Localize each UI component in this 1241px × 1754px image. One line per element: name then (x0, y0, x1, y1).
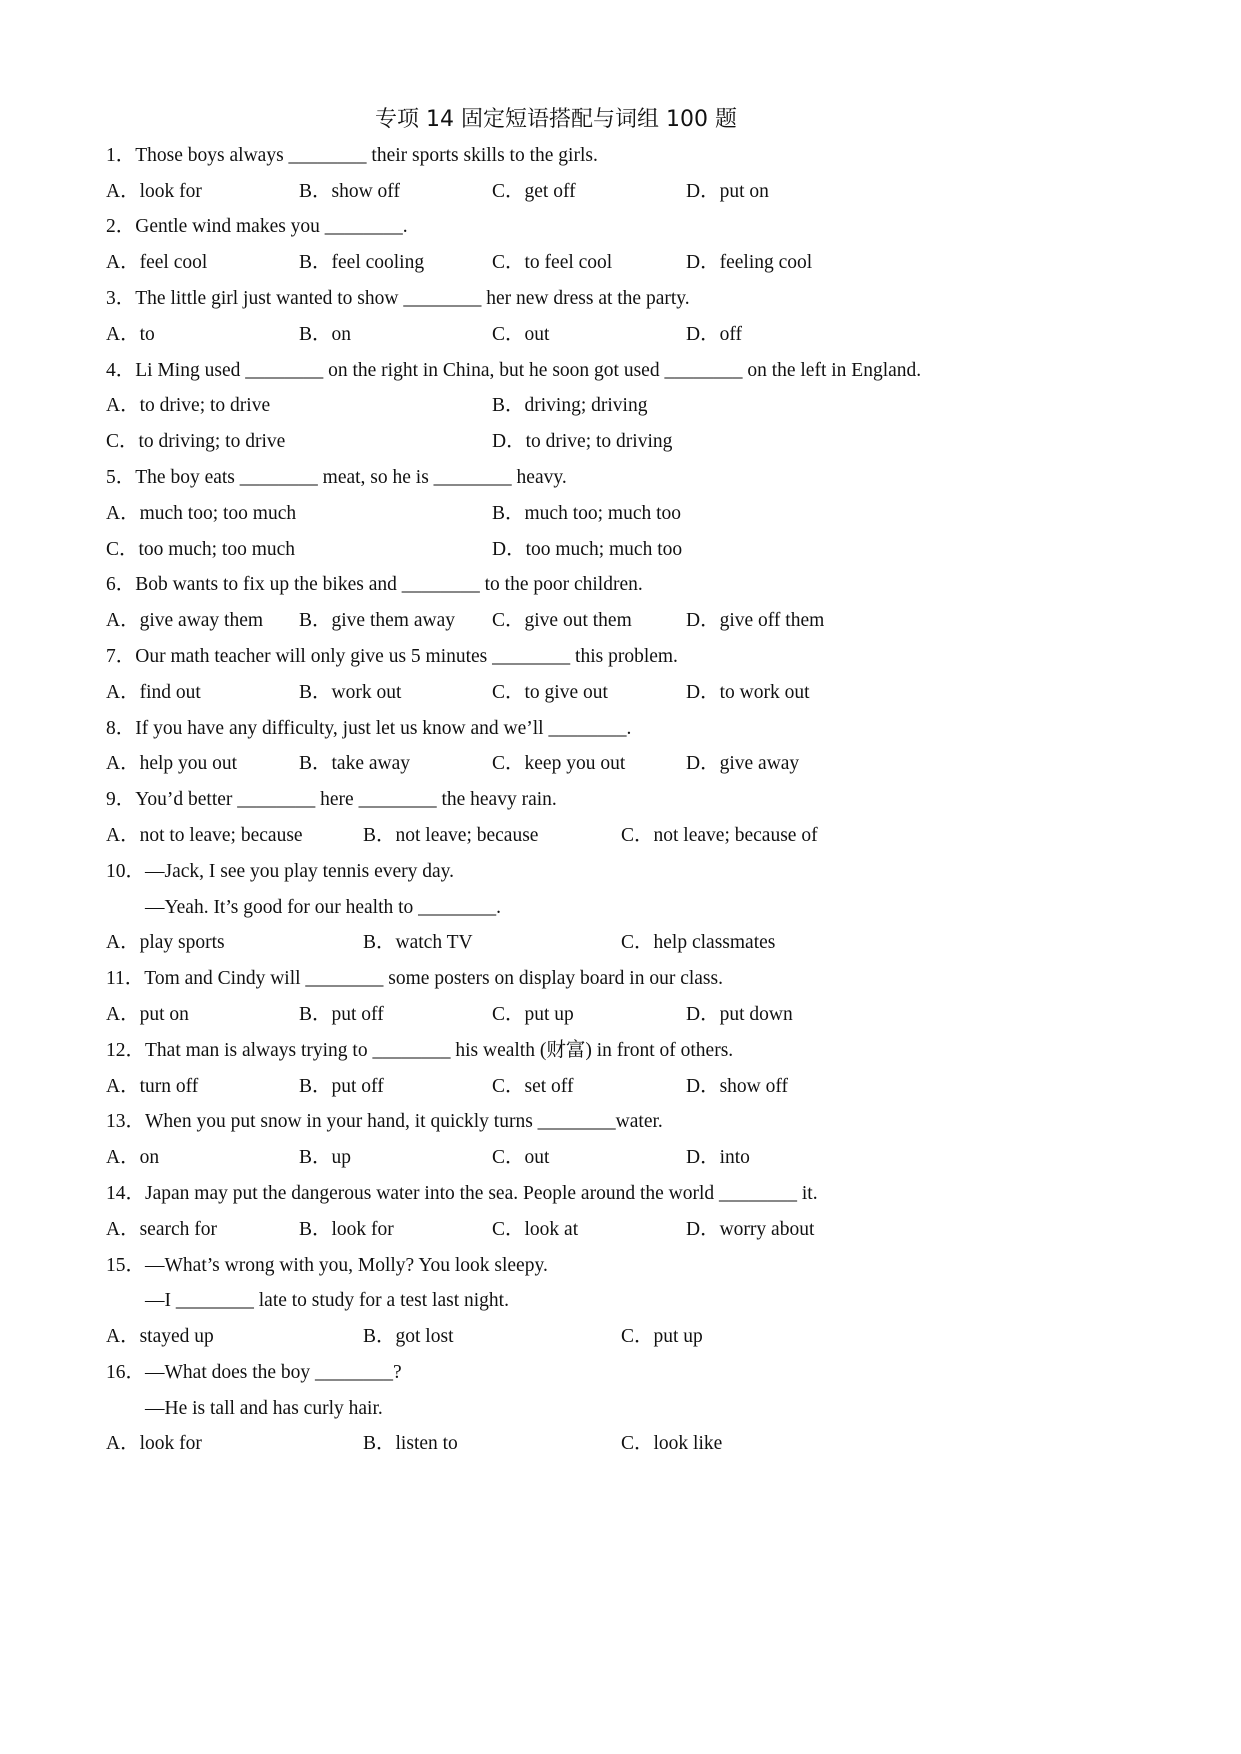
option-label: B． (299, 1147, 332, 1169)
question-text: Our math teacher will only give us 5 minutes ________ this problem. (135, 645, 678, 667)
option-row (106, 603, 1006, 639)
option-row (106, 925, 1006, 961)
option-text: give out them (524, 610, 632, 632)
question-9 (106, 782, 1006, 854)
option-label: A． (106, 1075, 140, 1097)
option-d (686, 1212, 814, 1248)
option-text: search for (139, 1218, 218, 1240)
option-row (106, 1319, 1006, 1355)
question-stem (106, 460, 1006, 496)
option-b (299, 245, 424, 281)
question-number: 1． (106, 144, 136, 166)
option-text: look like (653, 1433, 723, 1455)
option-label: D． (686, 610, 720, 632)
question-4 (106, 353, 1006, 460)
option-text: not leave; because (395, 824, 539, 846)
option-text: up (331, 1147, 352, 1169)
question-text: You’d better ________ here ________ the heavy rain. (135, 789, 557, 811)
question-stem (106, 782, 1006, 818)
option-text: play sports (139, 932, 225, 954)
option-text: keep you out (524, 753, 626, 775)
option-b (299, 1069, 384, 1105)
option-row (106, 1426, 1006, 1462)
option-label: D． (686, 1147, 720, 1169)
option-label: C． (106, 538, 139, 560)
question-12 (106, 1033, 1006, 1105)
option-text: put on (719, 180, 769, 202)
option-text: put up (653, 1326, 703, 1348)
question-number: 2． (106, 216, 136, 238)
option-text: on (331, 323, 352, 345)
question-stem (106, 639, 1006, 675)
option-a (106, 317, 155, 353)
question-text: —What does the boy ________? (145, 1361, 402, 1383)
question-6 (106, 567, 1006, 639)
option-label: A． (106, 610, 140, 632)
option-label: C． (492, 610, 525, 632)
question-number: 5． (106, 466, 136, 488)
option-d (492, 532, 682, 568)
option-b (299, 603, 455, 639)
option-a (106, 245, 207, 281)
option-d (686, 317, 742, 353)
question-text: Japan may put the dangerous water into the sea. People around the world ________ it. (145, 1182, 818, 1204)
option-text: out (524, 1147, 550, 1169)
option-a (106, 1069, 198, 1105)
question-10 (106, 854, 1006, 961)
option-text: find out (139, 681, 201, 703)
option-text: too much; much too (525, 538, 683, 560)
option-b (363, 818, 538, 854)
question-7 (106, 639, 1006, 711)
question-text: That man is always trying to ________ his wealth (财富) in front of others. (145, 1039, 734, 1061)
option-label: B． (363, 1433, 396, 1455)
option-label: C． (492, 180, 525, 202)
question-stem (106, 281, 1006, 317)
option-label: A． (106, 180, 140, 202)
option-b (299, 997, 384, 1033)
option-b (299, 1212, 394, 1248)
option-text: look for (139, 180, 202, 202)
question-number: 8． (106, 717, 136, 739)
option-row (106, 746, 1006, 782)
option-label: A． (106, 395, 140, 417)
option-text: feel cool (139, 252, 208, 274)
question-stem (106, 1355, 1006, 1391)
option-label: B． (363, 932, 396, 954)
option-label: C． (621, 1326, 654, 1348)
option-a (106, 496, 296, 532)
option-text: take away (331, 753, 411, 775)
option-b (299, 675, 401, 711)
option-label: B． (299, 1003, 332, 1025)
question-stem (106, 1104, 1006, 1140)
option-b (363, 1319, 453, 1355)
option-text: look at (524, 1218, 579, 1240)
option-row (106, 317, 1006, 353)
option-label: B． (363, 824, 396, 846)
option-c (492, 675, 608, 711)
option-label: A． (106, 824, 140, 846)
question-stem (106, 353, 1006, 389)
question-text: Those boys always ________ their sports skills to the girls. (135, 144, 598, 166)
option-text: much too; much too (524, 502, 682, 524)
option-label: A． (106, 323, 140, 345)
option-label: C． (492, 753, 525, 775)
question-number: 3． (106, 287, 136, 309)
option-b (299, 746, 410, 782)
question-number: 4． (106, 359, 136, 381)
question-number: 16． (106, 1361, 146, 1383)
option-text: listen to (395, 1433, 458, 1455)
option-a (106, 675, 201, 711)
option-label: B． (363, 1326, 396, 1348)
option-label: C． (621, 1433, 654, 1455)
option-label: C． (492, 252, 525, 274)
question-stem (106, 567, 1006, 603)
option-text: stayed up (139, 1326, 214, 1348)
option-d (686, 1140, 750, 1176)
option-label: D． (492, 431, 526, 453)
option-c (106, 532, 295, 568)
option-text: out (524, 323, 550, 345)
question-stem (106, 209, 1006, 245)
question-text-continued: —He is tall and has curly hair. (145, 1397, 383, 1419)
option-label: B． (299, 1218, 332, 1240)
option-c (492, 317, 549, 353)
page-title: 专项 14 固定短语搭配与词组 100 题 (375, 107, 737, 132)
option-text: got lost (395, 1326, 454, 1348)
option-label: B． (299, 180, 332, 202)
option-label: D． (686, 1218, 720, 1240)
option-c (492, 1212, 578, 1248)
option-label: A． (106, 932, 140, 954)
option-text: feel cooling (331, 252, 425, 274)
question-8 (106, 711, 1006, 783)
option-label: B． (299, 252, 332, 274)
question-5 (106, 460, 1006, 567)
question-stem (106, 1248, 1006, 1284)
option-text: driving; driving (524, 395, 648, 417)
option-text: give away them (139, 610, 264, 632)
option-c (492, 1140, 549, 1176)
option-text: watch TV (395, 932, 473, 954)
option-text: help classmates (653, 932, 776, 954)
option-c (106, 424, 285, 460)
option-text: not to leave; because (139, 824, 303, 846)
option-c (621, 1319, 703, 1355)
option-label: D． (686, 753, 720, 775)
question-text: Li Ming used ________ on the right in China, but he soon got used ________ on the left in England. (135, 359, 922, 381)
option-text: look for (331, 1218, 394, 1240)
option-text: too much; too much (138, 538, 296, 560)
option-row (106, 388, 1006, 424)
option-label: B． (299, 753, 332, 775)
option-label: C． (106, 431, 139, 453)
option-label: B． (299, 610, 332, 632)
option-b (363, 1426, 458, 1462)
option-label: D． (686, 1075, 720, 1097)
option-a (106, 746, 237, 782)
question-2 (106, 209, 1006, 281)
option-row (106, 675, 1006, 711)
option-text: turn off (139, 1075, 199, 1097)
option-text: give away (719, 753, 800, 775)
option-row (106, 1069, 1006, 1105)
question-13 (106, 1104, 1006, 1176)
option-text: much too; too much (139, 502, 297, 524)
option-label: C． (492, 681, 525, 703)
option-label: A． (106, 1326, 140, 1348)
option-row (106, 997, 1006, 1033)
question-number: 15． (106, 1254, 146, 1276)
option-text: to feel cool (524, 252, 613, 274)
option-label: C． (621, 824, 654, 846)
question-stem (106, 1176, 1006, 1212)
question-text: When you put snow in your hand, it quickly turns ________water. (145, 1111, 663, 1133)
question-text-continued: —I ________ late to study for a test last night. (145, 1290, 509, 1312)
question-stem (106, 961, 1006, 997)
option-text: set off (524, 1075, 574, 1097)
option-text: put off (331, 1075, 384, 1097)
question-1 (106, 138, 1006, 210)
option-a (106, 603, 263, 639)
worksheet-page (106, 102, 1006, 1462)
option-label: C． (492, 1218, 525, 1240)
question-text-continued: —Yeah. It’s good for our health to ________. (145, 896, 502, 918)
option-label: B． (492, 502, 525, 524)
option-text: off (719, 323, 742, 345)
option-label: A． (106, 252, 140, 274)
option-c (621, 925, 775, 961)
question-stem (106, 1033, 1006, 1069)
question-text: The little girl just wanted to show ________ her new dress at the party. (135, 287, 690, 309)
question-stem (106, 854, 1006, 890)
option-label: C． (492, 1003, 525, 1025)
option-d (686, 603, 824, 639)
option-label: B． (492, 395, 525, 417)
option-row (106, 245, 1006, 281)
option-text: put off (331, 1003, 384, 1025)
option-text: worry about (719, 1218, 815, 1240)
option-b (492, 496, 681, 532)
option-text: give off them (719, 610, 825, 632)
question-15 (106, 1248, 1006, 1355)
question-text: —Jack, I see you play tennis every day. (145, 860, 455, 882)
option-a (106, 925, 225, 961)
option-b (492, 388, 647, 424)
question-11 (106, 961, 1006, 1033)
option-row (106, 532, 1006, 568)
option-d (686, 997, 793, 1033)
option-label: A． (106, 1147, 140, 1169)
option-text: on (139, 1147, 160, 1169)
option-label: B． (299, 323, 332, 345)
question-stem (106, 711, 1006, 747)
option-label: D． (686, 681, 720, 703)
question-text: Tom and Cindy will ________ some posters on display board in our class. (144, 968, 723, 990)
option-row (106, 496, 1006, 532)
option-text: help you out (139, 753, 238, 775)
option-text: to driving; to drive (138, 431, 286, 453)
option-d (686, 746, 799, 782)
option-label: A． (106, 1433, 140, 1455)
option-text: look for (139, 1433, 202, 1455)
option-label: C． (492, 323, 525, 345)
question-text: —What’s wrong with you, Molly? You look sleepy. (145, 1254, 548, 1276)
option-row (106, 174, 1006, 210)
option-label: D． (686, 180, 720, 202)
option-row (106, 1212, 1006, 1248)
option-d (492, 424, 672, 460)
option-a (106, 1140, 159, 1176)
option-a (106, 1319, 214, 1355)
option-c (492, 245, 612, 281)
option-a (106, 997, 189, 1033)
option-label: B． (299, 1075, 332, 1097)
option-b (363, 925, 473, 961)
question-number: 9． (106, 789, 136, 811)
question-number: 6． (106, 574, 136, 596)
option-text: into (719, 1147, 750, 1169)
question-number: 13． (106, 1111, 146, 1133)
question-number: 14． (106, 1182, 146, 1204)
question-3 (106, 281, 1006, 353)
option-label: D． (686, 252, 720, 274)
option-d (686, 675, 810, 711)
option-label: C． (621, 932, 654, 954)
question-text: Bob wants to fix up the bikes and ________ to the poor children. (135, 574, 643, 596)
option-c (492, 174, 576, 210)
question-number: 11． (106, 968, 145, 990)
option-text: give them away (331, 610, 455, 632)
option-label: D． (686, 1003, 720, 1025)
option-row (106, 1140, 1006, 1176)
option-c (492, 746, 625, 782)
option-text: put up (524, 1003, 574, 1025)
option-c (492, 603, 632, 639)
option-text: put down (719, 1003, 793, 1025)
option-text: not leave; because of (653, 824, 818, 846)
option-a (106, 174, 202, 210)
option-label: A． (106, 1218, 140, 1240)
option-c (621, 1426, 722, 1462)
option-a (106, 388, 270, 424)
question-14 (106, 1176, 1006, 1248)
question-number: 12． (106, 1039, 146, 1061)
option-text: put on (139, 1003, 189, 1025)
option-label: A． (106, 753, 140, 775)
option-text: to work out (719, 681, 810, 703)
option-b (299, 1140, 351, 1176)
question-stem (106, 138, 1006, 174)
option-a (106, 818, 303, 854)
option-c (621, 818, 818, 854)
option-d (686, 245, 812, 281)
question-number: 10． (106, 860, 146, 882)
option-d (686, 174, 769, 210)
option-text: show off (331, 180, 400, 202)
option-text: to drive; to driving (525, 431, 673, 453)
option-text: work out (331, 681, 402, 703)
option-row (106, 424, 1006, 460)
option-text: to drive; to drive (139, 395, 271, 417)
option-label: D． (686, 323, 720, 345)
option-row (106, 818, 1006, 854)
question-text: If you have any difficulty, just let us know and we’ll ________. (135, 717, 632, 739)
option-text: to (139, 323, 155, 345)
option-text: get off (524, 180, 576, 202)
option-text: show off (719, 1075, 789, 1097)
option-a (106, 1212, 217, 1248)
option-text: feeling cool (719, 252, 813, 274)
option-label: A． (106, 681, 140, 703)
option-b (299, 317, 351, 353)
option-c (492, 997, 574, 1033)
question-text: The boy eats ________ meat, so he is ________ heavy. (135, 466, 567, 488)
option-label: A． (106, 1003, 140, 1025)
option-d (686, 1069, 788, 1105)
option-a (106, 1426, 202, 1462)
question-number: 7． (106, 645, 136, 667)
option-b (299, 174, 400, 210)
option-label: B． (299, 681, 332, 703)
option-label: C． (492, 1075, 525, 1097)
option-text: to give out (524, 681, 608, 703)
question-16 (106, 1355, 1006, 1462)
option-label: C． (492, 1147, 525, 1169)
option-label: A． (106, 502, 140, 524)
option-label: D． (492, 538, 526, 560)
option-c (492, 1069, 573, 1105)
question-text: Gentle wind makes you ________. (135, 216, 408, 238)
